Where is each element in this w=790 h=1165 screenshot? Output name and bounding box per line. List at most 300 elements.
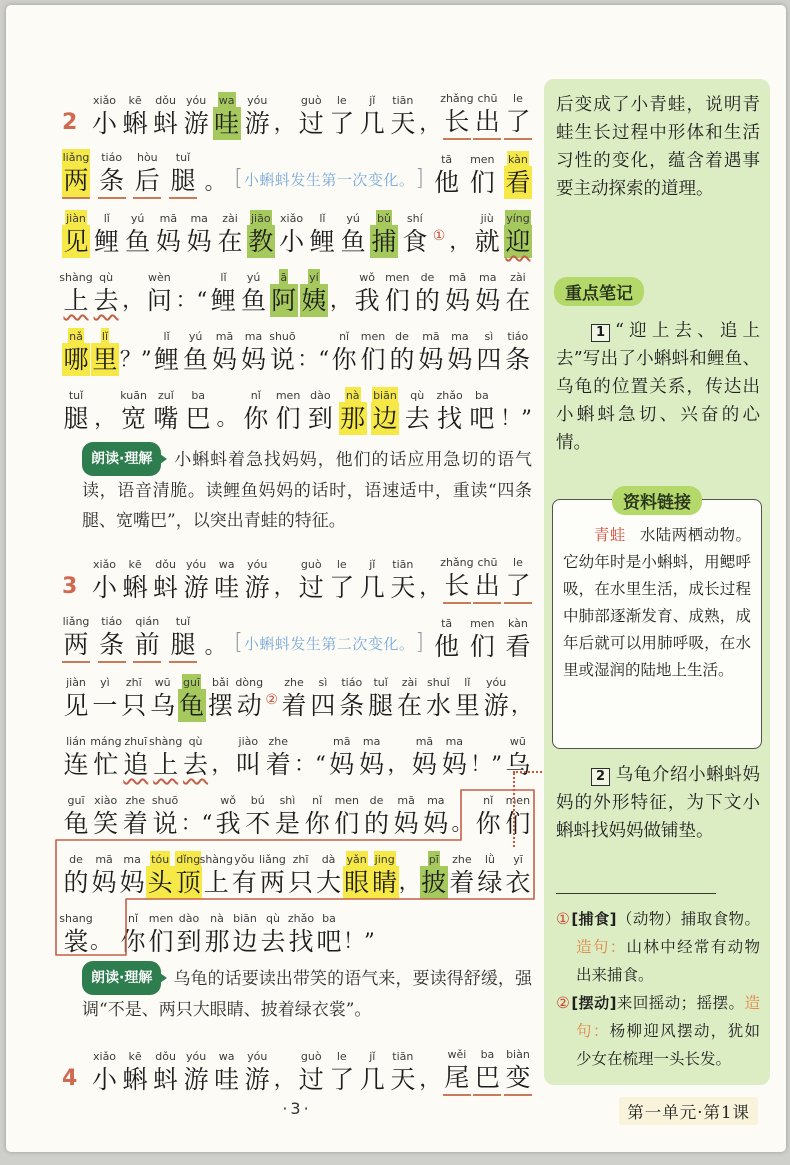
example-sentence: 杨柳迎风摆动，犹如少女在梳理一头长发。 (576, 1022, 760, 1068)
character: 。 (90, 929, 111, 953)
hanzi-token (240, 265, 268, 317)
character: 在 (217, 227, 243, 256)
character: 变 (504, 1061, 532, 1096)
key-note-1 (556, 317, 760, 457)
punctuation-token (449, 206, 470, 258)
hanzi-token (315, 847, 343, 899)
page-background (6, 5, 786, 1152)
pinyin: shàng (148, 735, 183, 748)
hanzi-token (59, 906, 93, 958)
punctuation-token (274, 552, 295, 604)
pinyin: yóu (186, 558, 207, 571)
hanzi-token (91, 324, 119, 376)
pinyin: biàn (506, 1048, 530, 1061)
pinyin: tiān (392, 94, 414, 107)
character: 只 (287, 868, 313, 897)
text-line (62, 604, 532, 663)
hanzi-token (98, 147, 126, 199)
hanzi-token (473, 88, 501, 140)
hanzi-token (392, 788, 420, 840)
hanzi-token (504, 847, 532, 899)
character: 妈 (441, 750, 467, 779)
pinyin: jiàn (66, 212, 86, 225)
character: 衣 (505, 868, 531, 897)
hanzi-token (440, 729, 468, 781)
hanzi-token (62, 383, 90, 435)
hanzi-token (474, 265, 502, 317)
text-line (62, 199, 532, 258)
paragraph-number: 3 (62, 574, 78, 599)
footnote-marker-number: ① (432, 228, 446, 244)
hanzi-token (91, 1044, 119, 1096)
character: 妈 (186, 227, 212, 256)
pinyin: jiù (480, 212, 494, 225)
hanzi-token (244, 788, 272, 840)
character: ， (330, 288, 352, 312)
pinyin: yí (309, 271, 319, 284)
pinyin: nǐ (483, 794, 494, 807)
character: 只 (121, 691, 147, 720)
hanzi-token (328, 1044, 356, 1096)
hanzi-token (358, 729, 386, 781)
character: 腿 (169, 164, 197, 199)
pinyin: yóu (247, 558, 268, 571)
character: 说 (152, 809, 178, 838)
character: 见 (63, 691, 89, 720)
pinyin (135, 328, 137, 343)
character: 四 (476, 345, 502, 374)
character: 睛 (372, 868, 398, 897)
hanzi-token (443, 1044, 471, 1096)
character: 妈 (155, 227, 181, 256)
pinyin: lǐ (101, 330, 109, 343)
pinyin: zài (401, 676, 418, 689)
pinyin: ma (427, 794, 445, 807)
pinyin: yóu (186, 1050, 207, 1063)
pinyin: wa (218, 558, 235, 571)
pinyin: dào (310, 389, 331, 402)
hanzi-token (383, 265, 411, 317)
punctuation-token (122, 265, 143, 317)
character: 天 (390, 573, 416, 602)
hanzi-token (367, 670, 395, 722)
pinyin: dòng (235, 676, 264, 689)
pinyin: de (420, 271, 435, 284)
character: 过 (298, 573, 324, 602)
character: 你 (331, 345, 357, 374)
pinyin (104, 387, 106, 402)
character: 裳 (63, 927, 89, 956)
character: 找 (288, 927, 314, 956)
pinyin: mā (215, 330, 234, 343)
key-note-2 (556, 761, 760, 845)
character: 的 (414, 286, 440, 315)
character: 有 (231, 868, 257, 897)
character: 水 (425, 691, 451, 720)
inline-annotation (233, 162, 425, 196)
note-text: 乌龟介绍小蝌蚪妈妈的外形特征，为下文小蝌蚪找妈妈做铺垫。 (556, 765, 760, 841)
character: 食 (402, 227, 428, 256)
character: 的 (63, 868, 89, 897)
hanzi-token (504, 552, 532, 604)
pinyin: dào (178, 912, 200, 925)
pinyin: xiǎo (280, 212, 304, 225)
pinyin: tuǐ (175, 615, 191, 628)
hanzi-token (146, 847, 174, 899)
pinyin (521, 674, 523, 689)
hanzi-token (145, 265, 173, 317)
pinyin (397, 733, 399, 748)
pinyin: liǎng (62, 151, 90, 164)
character: 就 (474, 227, 500, 256)
pinyin: de (69, 853, 83, 866)
pinyin (461, 792, 463, 807)
pinyin: xiǎo (93, 558, 117, 571)
character: 嘴 (153, 404, 179, 433)
hanzi-token (270, 265, 298, 317)
hanzi-token (504, 611, 532, 663)
character: 笑 (93, 809, 119, 838)
character: 几 (359, 1065, 385, 1094)
hanzi-token (358, 552, 386, 604)
character: 着 (265, 750, 291, 779)
pinyin: jǐ (369, 1050, 376, 1063)
character: 们 (334, 809, 360, 838)
hanzi-token (389, 88, 417, 140)
punctuation-token (419, 552, 440, 604)
hanzi-token (308, 206, 336, 258)
character: 尾 (443, 1061, 471, 1096)
hanzi-token (475, 324, 503, 376)
hanzi-token (339, 206, 367, 258)
pinyin: liǎng (62, 615, 90, 628)
punctuation-token (274, 1044, 295, 1096)
pinyin: ba (191, 389, 206, 402)
pinyin (283, 92, 285, 107)
hanzi-token (91, 670, 119, 722)
character: 忙 (93, 750, 119, 779)
hanzi-token (59, 265, 93, 317)
pinyin: le (336, 94, 347, 107)
hanzi-token (371, 847, 399, 899)
character: 游 (183, 109, 209, 138)
pinyin: pī (428, 853, 439, 866)
hanzi-token (328, 88, 356, 140)
character: 绿 (477, 868, 503, 897)
character: 边 (232, 927, 258, 956)
hanzi-token (122, 729, 150, 781)
hanzi-token (124, 206, 152, 258)
character: 乌 (505, 750, 531, 779)
hanzi-token (118, 847, 146, 899)
character: 小 (279, 227, 305, 256)
pinyin: zhe (268, 735, 288, 748)
pinyin: yú (130, 212, 145, 225)
pinyin: kuān (120, 389, 147, 402)
hanzi-token (121, 1044, 149, 1096)
annotation-text: 小蝌蚪发生第一次变化。 (243, 170, 415, 189)
pinyin: zhe (284, 676, 304, 689)
hanzi-token (258, 847, 286, 899)
character: 到 (307, 404, 333, 433)
hanzi-token (278, 206, 306, 258)
character: ， (419, 111, 441, 135)
hanzi-token (300, 265, 328, 317)
pinyin: yóu (247, 94, 268, 107)
pinyin (214, 151, 216, 166)
hanzi-token (433, 147, 461, 199)
pinyin: ba (474, 389, 489, 402)
pinyin: tóu (151, 853, 170, 866)
hanzi-token (151, 788, 179, 840)
hanzi-token (410, 729, 438, 781)
pinyin: le (336, 558, 347, 571)
pinyin: wū (509, 735, 526, 748)
character: 后 (133, 164, 161, 199)
character: ？” (119, 347, 152, 371)
character: 妈 (240, 345, 266, 374)
pinyin: biān (373, 389, 397, 402)
character: 去 (404, 404, 430, 433)
character: ：“ (175, 288, 208, 312)
pinyin: xiào (94, 794, 118, 807)
unit-lesson-label: 第一单元·第1课 (619, 1097, 758, 1125)
hanzi-token (203, 906, 231, 958)
pinyin (283, 1048, 285, 1063)
character: 。 (204, 634, 226, 658)
character: 条 (339, 691, 365, 720)
character: 迎 (505, 227, 531, 256)
character: 那 (340, 404, 366, 433)
hanzi-token (90, 847, 118, 899)
character: 。 (451, 811, 473, 835)
hanzi-token (242, 383, 270, 435)
hanzi-token (343, 847, 371, 899)
hanzi-token (62, 611, 90, 663)
character: 小 (92, 109, 118, 138)
pinyin: lián (66, 735, 86, 748)
character: 我 (354, 286, 380, 315)
character: 鲤 (154, 345, 180, 374)
key-notes-label: 重点笔记 (554, 277, 644, 306)
pinyin: shuǐ (427, 676, 450, 689)
footnote-number: ① (556, 910, 571, 928)
hanzi-token (401, 206, 429, 258)
reading-note-text: 乌龟的话要读出带笑的语气来，要读得舒缓，强调“不是、两只大眼睛、披着绿衣裳”。 (82, 969, 532, 1020)
hanzi-token (504, 265, 532, 317)
pinyin: le (513, 556, 523, 569)
pinyin: men (360, 330, 386, 343)
pinyin: zhǎng (440, 556, 474, 569)
hanzi-token (333, 788, 361, 840)
hanzi-token (413, 265, 441, 317)
character: 腿 (368, 691, 394, 720)
pinyin: tuǐ (68, 389, 84, 402)
sidebar-intro-text: 后变成了小青蛙，说明青蛙生长过程中形体和生活习性的变化，蕴含着遇事要主动探索的道理。 (556, 95, 760, 199)
character: ， (419, 1067, 441, 1091)
character: 蝌 (122, 1065, 148, 1094)
character: 妈 (212, 345, 238, 374)
character: 长 (443, 105, 471, 140)
character: 问 (146, 286, 172, 315)
hanzi-token (62, 206, 90, 258)
hanzi-token (440, 552, 474, 604)
hanzi-token (213, 88, 241, 140)
character: ！” (343, 929, 375, 953)
text-line (62, 140, 532, 199)
hanzi-token (62, 788, 90, 840)
hanzi-token (98, 611, 126, 663)
pinyin: shàng (199, 853, 234, 866)
punctuation-token (330, 265, 351, 317)
pinyin (429, 556, 431, 571)
hanzi-token (440, 88, 474, 140)
character: 妈 (359, 750, 385, 779)
character: 妈 (411, 750, 437, 779)
hanzi-token (178, 670, 206, 722)
character: 阿 (271, 286, 297, 315)
hanzi-token (446, 324, 474, 376)
hanzi-token (453, 670, 481, 722)
pinyin: lǐ (319, 212, 326, 225)
character: 他 (434, 168, 460, 197)
pinyin: zhī (292, 853, 309, 866)
pinyin: mā (415, 735, 434, 748)
hanzi-token (371, 383, 399, 435)
pinyin: yì (100, 676, 110, 689)
pinyin: shàng (59, 271, 93, 284)
character: 捕 (371, 227, 397, 256)
hanzi-token (62, 324, 90, 376)
connector-line-vertical (513, 773, 515, 847)
hanzi-token (235, 670, 263, 722)
hanzi-token (152, 383, 180, 435)
pinyin: lǐ (220, 271, 227, 284)
text-line (62, 663, 532, 722)
hanzi-token (468, 383, 496, 435)
footnote-divider (556, 893, 716, 894)
hanzi-token (303, 788, 331, 840)
hanzi-token (120, 670, 148, 722)
character: 动 (236, 691, 262, 720)
character: 妈 (445, 286, 471, 315)
character: 长 (443, 569, 471, 604)
pinyin: sì (318, 676, 328, 689)
hanzi-token (182, 88, 210, 140)
pinyin: yī (513, 853, 523, 866)
character: ：“ (180, 811, 213, 835)
character: 龟 (63, 809, 89, 838)
character: 四 (310, 691, 336, 720)
pinyin: lǐ (163, 330, 170, 343)
character: 哇 (214, 109, 240, 138)
pinyin: men (385, 271, 410, 284)
character: 披 (421, 868, 447, 897)
pinyin: shang (59, 912, 93, 925)
character: 眼 (344, 868, 370, 897)
hanzi-token (306, 383, 334, 435)
pinyin: zhǎo (436, 389, 463, 402)
hanzi-token (169, 611, 197, 663)
hanzi-token (185, 206, 213, 258)
hanzi-token (247, 206, 275, 258)
hanzi-token (214, 788, 242, 840)
footnote-number: ② (556, 994, 571, 1012)
text-line (62, 781, 532, 840)
character: 是 (274, 809, 300, 838)
pinyin: hòu (136, 151, 158, 164)
character: 们 (360, 345, 386, 374)
pinyin: kē (128, 1050, 142, 1063)
hanzi-token (243, 552, 271, 604)
pinyin: ma (244, 330, 263, 343)
character: 哇 (214, 1065, 240, 1094)
pinyin: jiàn (66, 676, 86, 689)
hanzi-token (330, 324, 358, 376)
punctuation-token (205, 147, 226, 199)
pinyin (485, 733, 487, 748)
paragraph-3 (59, 545, 532, 958)
lesson-text-column (59, 5, 532, 1165)
resource-link-label: 资料链接 (612, 486, 702, 515)
hanzi-token (184, 383, 212, 435)
resource-box (552, 493, 762, 749)
character: 了 (504, 105, 532, 140)
hanzi-token (403, 383, 431, 435)
pinyin (312, 328, 314, 343)
hanzi-token (182, 552, 210, 604)
pinyin: tiáo (507, 330, 529, 343)
character: 前 (133, 628, 161, 663)
character: ， (449, 229, 471, 253)
pinyin: guī (182, 676, 200, 689)
character: 妈 (393, 809, 419, 838)
pinyin: nǎ (69, 330, 83, 343)
character: 蝌 (122, 573, 148, 602)
hanzi-token (504, 147, 532, 199)
hanzi-token (62, 147, 90, 199)
punctuation-token (120, 324, 152, 376)
character: 鱼 (340, 227, 366, 256)
hanzi-token (154, 206, 182, 258)
character: 顶 (175, 868, 201, 897)
pinyin: zài (222, 212, 238, 225)
character: 着 (122, 809, 148, 838)
pinyin: ā (280, 271, 288, 284)
character: ， (273, 1067, 295, 1091)
character: 了 (329, 1065, 355, 1094)
pinyin: mā (448, 271, 467, 284)
hanzi-token (417, 324, 445, 376)
example-sentence-label: 造句： (576, 938, 627, 956)
sidebar-panel (544, 79, 770, 1085)
pinyin: bú (250, 794, 265, 807)
example-sentence: 山林中经常有动物出来捕食。 (576, 938, 760, 984)
character: 大 (316, 868, 342, 897)
pinyin: yǎn (346, 853, 367, 866)
punctuation-token (274, 88, 295, 140)
punctuation-token (511, 670, 532, 722)
character: 们 (275, 404, 301, 433)
character: ！” (470, 752, 502, 776)
hanzi-token (433, 611, 461, 663)
pinyin: dà (321, 853, 336, 866)
note-number-box: 2 (591, 768, 610, 786)
hanzi-token (396, 670, 424, 722)
pinyin: máng (90, 735, 122, 748)
pinyin: ma (190, 212, 208, 225)
pinyin (340, 269, 342, 284)
